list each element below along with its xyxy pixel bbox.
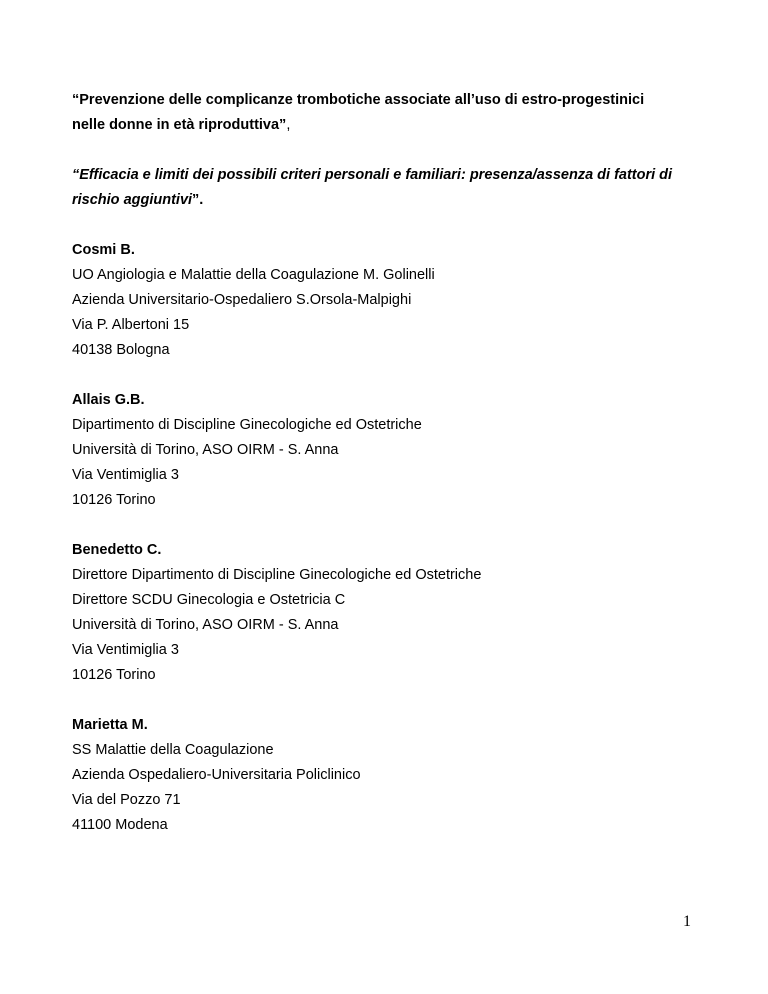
subtitle-line-2-italic: rischio aggiuntivi: [72, 192, 193, 208]
author-name: Allais G.B.: [72, 392, 145, 408]
affiliation-line: Dipartimento di Discipline Ginecologiche ed Ostetriche: [72, 417, 422, 433]
subtitle-line-2-upright: ”.: [192, 192, 204, 208]
affiliation-line: Direttore SCDU Ginecologia e Ostetricia C: [72, 592, 346, 608]
affiliation-line: UO Angiologia e Malattie della Coagulazione M. Golinelli: [72, 267, 435, 283]
author-block-marietta: [72, 713, 702, 838]
title-line-1: “Prevenzione delle complicanze trombotiche associate all’uso di estro-progestinici: [72, 92, 645, 108]
document-page: [72, 88, 702, 838]
affiliation-line: Direttore Dipartimento di Discipline Ginecologiche ed Ostetriche: [72, 567, 482, 583]
affiliation-line: Università di Torino, ASO OIRM - S. Anna: [72, 442, 339, 458]
author-block-allais: [72, 388, 702, 513]
postal-city: 10126 Torino: [72, 667, 156, 683]
affiliation-line: SS Malattie della Coagulazione: [72, 742, 274, 758]
affiliation-line: Azienda Ospedaliero-Universitaria Policlinico: [72, 767, 361, 783]
document-subtitle: [72, 163, 702, 213]
title-trailing-comma: ,: [286, 117, 291, 133]
author-name: Benedetto C.: [72, 542, 162, 558]
author-block-benedetto: [72, 538, 702, 688]
street-address: Via Ventimiglia 3: [72, 467, 179, 483]
street-address: Via P. Albertoni 15: [72, 317, 190, 333]
postal-city: 10126 Torino: [72, 492, 156, 508]
author-name: Marietta M.: [72, 717, 148, 733]
subtitle-line-2: [72, 188, 702, 213]
document-title: [72, 88, 702, 138]
title-line-2-text: nelle donne in età riproduttiva”: [72, 117, 287, 133]
postal-city: 41100 Modena: [72, 817, 168, 833]
author-name: Cosmi B.: [72, 242, 135, 258]
affiliation-line: Azienda Universitario-Ospedaliero S.Orsola-Malpighi: [72, 292, 412, 308]
street-address: Via Ventimiglia 3: [72, 642, 179, 658]
author-block-cosmi: [72, 238, 702, 363]
subtitle-line-1: “Efficacia e limiti dei possibili criteri personali e familiari: presenza/assenza di fattori di: [72, 167, 673, 183]
title-line-2: [72, 113, 702, 138]
postal-city: 40138 Bologna: [72, 342, 170, 358]
page-number: 1: [683, 913, 691, 930]
street-address: Via del Pozzo 71: [72, 792, 181, 808]
affiliation-line: Università di Torino, ASO OIRM - S. Anna: [72, 617, 339, 633]
